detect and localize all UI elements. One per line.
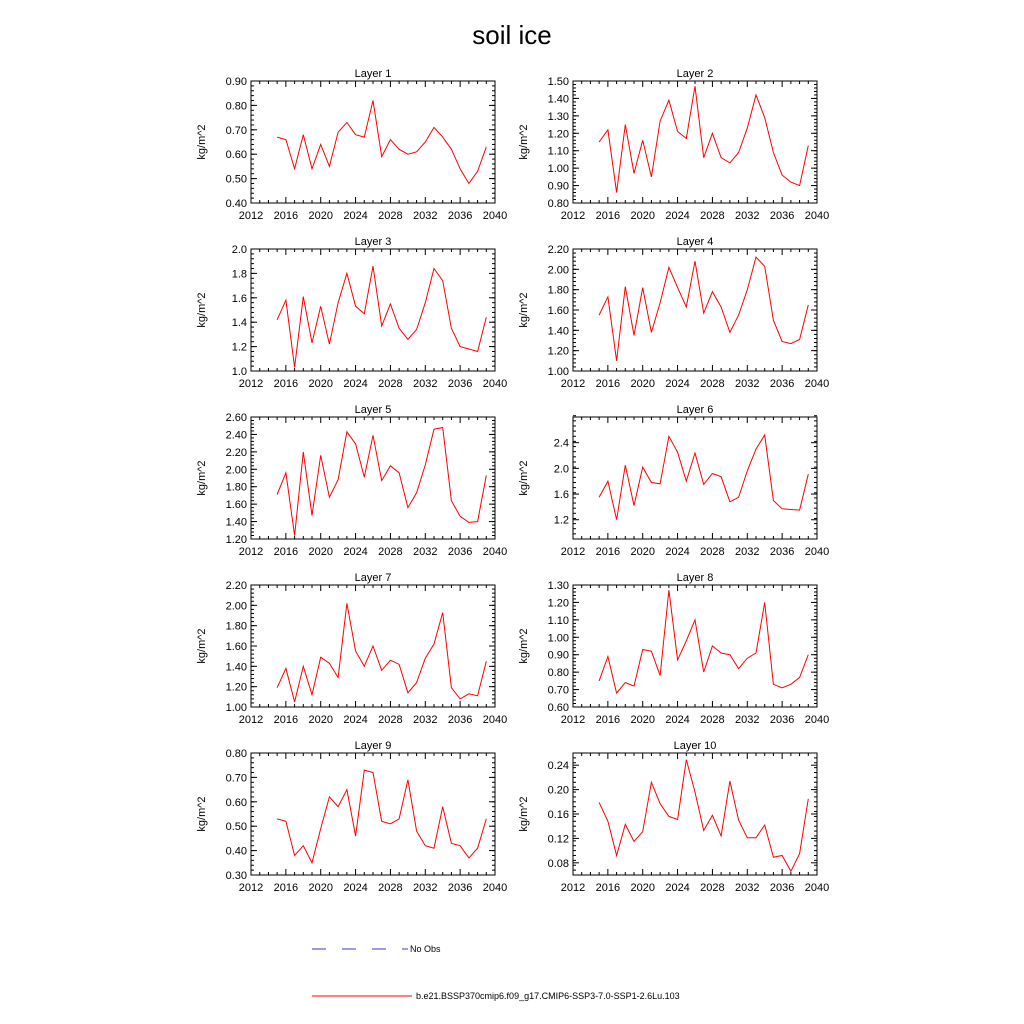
x-tick-label: 2040	[804, 714, 830, 726]
y-tick-label: 1.6	[553, 489, 569, 502]
x-tick-label: 2024	[343, 546, 368, 558]
panel-layer-8	[518, 572, 829, 726]
x-tick-label: 2020	[308, 882, 333, 894]
panel-layer-4	[518, 236, 829, 390]
x-tick-label: 2016	[595, 210, 621, 222]
panel-layer-9	[196, 740, 507, 894]
y-tick-label: 0.12	[547, 833, 569, 846]
x-tick-label: 2012	[238, 714, 264, 726]
x-tick-label: 2040	[804, 378, 830, 390]
x-tick-label: 2016	[595, 546, 621, 558]
y-tick-label: 2.60	[225, 412, 247, 424]
y-tick-label: 1.40	[225, 516, 247, 529]
x-tick-label: 2028	[700, 210, 725, 222]
plot-frame	[573, 585, 817, 707]
x-tick-label: 2024	[343, 882, 368, 894]
x-tick-label: 2020	[308, 714, 333, 726]
x-tick-label: 2020	[630, 714, 655, 726]
y-tick-label: 1.20	[547, 128, 569, 141]
y-tick-label: 0.40	[225, 845, 247, 858]
panel-title: Layer 1	[354, 68, 392, 80]
x-tick-label: 2028	[700, 882, 725, 894]
series-line-layer-9	[277, 770, 486, 863]
x-tick-label: 2028	[700, 546, 725, 558]
y-tick-label: 0.60	[225, 796, 247, 809]
x-tick-label: 2036	[447, 378, 473, 390]
x-tick-label: 2028	[378, 714, 403, 726]
panel-title: Layer 10	[673, 740, 717, 752]
legend	[312, 944, 680, 1001]
x-tick-label: 2016	[595, 714, 621, 726]
x-tick-label: 2024	[665, 882, 690, 894]
y-tick-label: 1.20	[547, 597, 569, 610]
x-tick-label: 2036	[769, 210, 795, 222]
y-tick-label: 2.00	[225, 600, 247, 613]
x-tick-label: 2036	[447, 882, 473, 894]
x-tick-label: 2032	[735, 882, 760, 894]
y-axis-label: kg/m^2	[518, 628, 530, 664]
y-tick-label: 0.60	[225, 149, 247, 162]
y-tick-label: 0.70	[225, 124, 247, 137]
x-tick-label: 2012	[238, 210, 264, 222]
x-tick-label: 2036	[769, 546, 795, 558]
panel-title: Layer 9	[354, 740, 392, 752]
y-tick-label: 1.30	[547, 110, 569, 123]
panel-title: Layer 4	[676, 236, 714, 248]
x-tick-label: 2016	[595, 378, 621, 390]
y-tick-label: 2.00	[547, 264, 569, 277]
y-tick-label: 1.20	[225, 681, 247, 694]
series-line-layer-4	[599, 257, 808, 361]
figure-title: soil ice	[472, 20, 552, 50]
y-axis-label: kg/m^2	[518, 124, 530, 160]
y-tick-label: 1.60	[225, 641, 247, 653]
y-tick-label: 1.00	[547, 163, 569, 176]
panel-layer-7	[196, 572, 507, 726]
x-tick-label: 2024	[665, 210, 690, 222]
y-tick-label: 0.20	[547, 784, 569, 797]
series-line-layer-6	[599, 435, 808, 520]
y-tick-label: 1.2	[231, 341, 247, 354]
x-tick-label: 2032	[413, 882, 438, 894]
x-tick-label: 2036	[447, 546, 473, 558]
x-tick-label: 2020	[308, 210, 333, 222]
y-tick-label: 2.00	[225, 464, 247, 477]
x-tick-label: 2040	[804, 882, 830, 894]
panel-layer-3	[196, 236, 507, 390]
x-tick-label: 2028	[378, 546, 403, 558]
panel-layer-6	[518, 404, 829, 558]
x-tick-label: 2040	[482, 378, 508, 390]
panel-layer-2	[518, 68, 829, 222]
y-tick-label: 1.0	[231, 366, 247, 378]
y-tick-label: 0.24	[547, 760, 569, 773]
x-tick-label: 2024	[665, 714, 690, 726]
y-tick-label: 1.80	[547, 284, 569, 297]
x-tick-label: 2012	[238, 378, 264, 390]
y-axis-label: kg/m^2	[196, 124, 208, 160]
y-tick-label: 0.50	[225, 821, 247, 834]
y-tick-label: 1.6	[231, 292, 247, 305]
plot-frame	[251, 753, 495, 875]
legend-label-no-obs: No Obs	[410, 944, 441, 954]
y-tick-label: 2.4	[553, 437, 569, 450]
x-tick-label: 2036	[447, 210, 473, 222]
y-tick-label: 2.20	[225, 580, 247, 592]
x-tick-label: 2020	[308, 546, 333, 558]
x-tick-label: 2016	[273, 378, 299, 390]
x-tick-label: 2040	[482, 546, 508, 558]
y-tick-label: 0.08	[547, 857, 569, 870]
y-tick-label: 2.0	[231, 244, 247, 256]
x-tick-label: 2020	[308, 378, 333, 390]
y-tick-label: 1.10	[547, 614, 569, 627]
panel-title: Layer 5	[354, 404, 392, 416]
x-tick-label: 2024	[343, 378, 368, 390]
y-tick-label: 0.50	[225, 173, 247, 186]
x-tick-label: 2032	[735, 378, 760, 390]
y-tick-label: 0.80	[547, 198, 569, 210]
x-tick-label: 2012	[560, 378, 586, 390]
panel-layer-10	[518, 740, 829, 894]
y-tick-label: 0.70	[225, 772, 247, 785]
x-tick-label: 2036	[769, 378, 795, 390]
y-tick-label: 1.10	[547, 145, 569, 158]
y-axis-label: kg/m^2	[518, 460, 530, 496]
x-tick-label: 2016	[273, 546, 299, 558]
x-tick-label: 2016	[595, 882, 621, 894]
x-tick-label: 2016	[273, 210, 299, 222]
y-tick-label: 0.60	[547, 702, 569, 714]
x-tick-label: 2028	[378, 210, 403, 222]
x-tick-label: 2012	[560, 882, 586, 894]
y-axis-label: kg/m^2	[518, 796, 530, 832]
x-tick-label: 2016	[273, 714, 299, 726]
y-tick-label: 2.0	[553, 463, 569, 476]
x-tick-label: 2032	[735, 546, 760, 558]
y-tick-label: 0.80	[547, 667, 569, 680]
series-line-layer-8	[599, 590, 808, 693]
y-axis-label: kg/m^2	[196, 292, 208, 328]
y-tick-label: 0.70	[547, 684, 569, 697]
y-tick-label: 0.40	[225, 198, 247, 210]
x-tick-label: 2036	[769, 714, 795, 726]
x-tick-label: 2032	[413, 378, 438, 390]
y-tick-label: 1.00	[547, 632, 569, 645]
x-tick-label: 2040	[482, 882, 508, 894]
x-tick-label: 2016	[273, 882, 299, 894]
y-tick-label: 1.50	[547, 76, 569, 88]
panel-layer-1	[196, 68, 507, 222]
y-tick-label: 2.40	[225, 429, 247, 442]
y-tick-label: 0.90	[547, 180, 569, 193]
panel-title: Layer 8	[676, 572, 714, 584]
x-tick-label: 2012	[238, 882, 264, 894]
y-axis-label: kg/m^2	[518, 292, 530, 328]
legend-label-model-run: b.e21.BSSP370cmip6.f09_g17.CMIP6-SSP3-7.0-SSP1-2.6Lu.103	[416, 991, 680, 1001]
plot-frame	[251, 81, 495, 203]
panel-grid	[196, 68, 829, 894]
panel-title: Layer 2	[676, 68, 714, 80]
y-tick-label: 1.40	[547, 325, 569, 338]
x-tick-label: 2032	[413, 546, 438, 558]
x-tick-label: 2032	[413, 714, 438, 726]
series-line-layer-7	[277, 603, 486, 702]
series-line-layer-3	[277, 266, 486, 367]
y-tick-label: 0.80	[225, 100, 247, 113]
x-tick-label: 2028	[378, 378, 403, 390]
y-tick-label: 0.90	[547, 649, 569, 662]
x-tick-label: 2020	[630, 378, 655, 390]
x-tick-label: 2024	[343, 210, 368, 222]
y-axis-label: kg/m^2	[196, 460, 208, 496]
y-tick-label: 1.60	[225, 499, 247, 512]
y-tick-label: 1.80	[225, 481, 247, 494]
x-tick-label: 2028	[700, 378, 725, 390]
y-tick-label: 0.30	[225, 870, 247, 882]
y-tick-label: 1.80	[225, 620, 247, 633]
y-tick-label: 1.40	[547, 93, 569, 106]
y-tick-label: 0.80	[225, 748, 247, 760]
x-tick-label: 2040	[804, 546, 830, 558]
y-tick-label: 0.90	[225, 76, 247, 88]
x-tick-label: 2020	[630, 546, 655, 558]
y-tick-label: 1.8	[231, 268, 247, 281]
series-line-layer-1	[277, 101, 486, 184]
y-tick-label: 1.00	[225, 702, 247, 714]
panel-title: Layer 3	[354, 236, 392, 248]
panel-title: Layer 7	[354, 572, 392, 584]
x-tick-label: 2024	[665, 378, 690, 390]
panel-title: Layer 6	[676, 404, 714, 416]
plot-frame	[573, 753, 817, 875]
y-tick-label: 1.30	[547, 580, 569, 592]
series-line-layer-10	[599, 760, 808, 872]
x-tick-label: 2032	[735, 714, 760, 726]
plot-frame	[573, 417, 817, 539]
y-tick-label: 2.20	[547, 244, 569, 256]
y-tick-label: 2.20	[225, 446, 247, 459]
series-line-layer-5	[277, 428, 486, 536]
y-tick-label: 1.20	[225, 534, 247, 546]
panel-layer-5	[196, 404, 507, 558]
x-tick-label: 2024	[343, 714, 368, 726]
x-tick-label: 2040	[482, 210, 508, 222]
x-tick-label: 2012	[560, 210, 586, 222]
y-tick-label: 1.60	[547, 305, 569, 317]
x-tick-label: 2012	[560, 546, 586, 558]
x-tick-label: 2028	[700, 714, 725, 726]
y-axis-label: kg/m^2	[196, 628, 208, 664]
x-tick-label: 2012	[238, 546, 264, 558]
x-tick-label: 2012	[560, 714, 586, 726]
x-tick-label: 2020	[630, 882, 655, 894]
x-tick-label: 2036	[447, 714, 473, 726]
y-axis-label: kg/m^2	[196, 796, 208, 832]
y-tick-label: 1.2	[553, 514, 569, 527]
y-tick-label: 1.20	[547, 345, 569, 358]
y-tick-label: 0.16	[547, 809, 569, 821]
y-tick-label: 1.40	[225, 661, 247, 674]
x-tick-label: 2032	[413, 210, 438, 222]
x-tick-label: 2020	[630, 210, 655, 222]
x-tick-label: 2032	[735, 210, 760, 222]
x-tick-label: 2040	[482, 714, 508, 726]
y-tick-label: 1.00	[547, 366, 569, 378]
series-line-layer-2	[599, 86, 808, 192]
y-tick-label: 1.4	[231, 317, 247, 330]
x-tick-label: 2036	[769, 882, 795, 894]
x-tick-label: 2024	[665, 546, 690, 558]
x-tick-label: 2028	[378, 882, 403, 894]
x-tick-label: 2040	[804, 210, 830, 222]
